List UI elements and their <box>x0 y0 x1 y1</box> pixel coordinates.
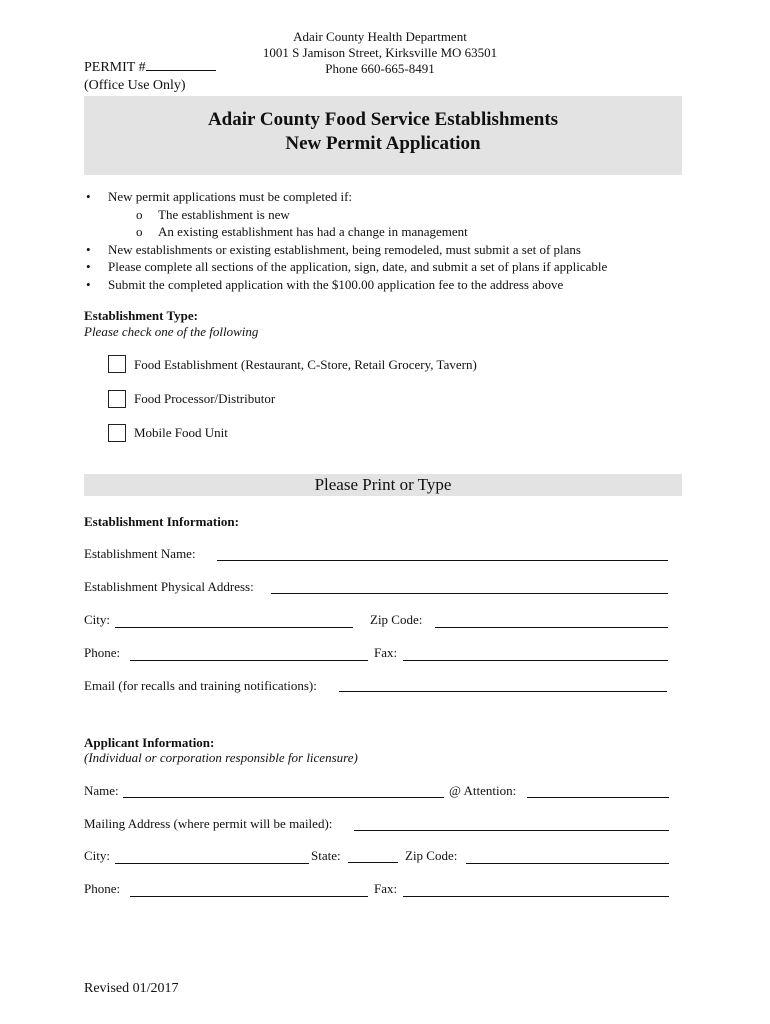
food-establishment-label: Food Establishment (Restaurant, C-Store, Retail Grocery, Tavern) <box>134 357 477 372</box>
applicant-zip-field[interactable] <box>466 863 669 864</box>
establishment-zip-field[interactable] <box>435 627 668 628</box>
department-phone: Phone 660-665-8491 <box>325 61 435 76</box>
applicant-fax-field[interactable] <box>403 896 669 897</box>
instruction-item: • New establishments or existing establishment, being remodeled, must submit a set of plans <box>86 241 581 257</box>
bullet-icon: • <box>86 259 91 274</box>
form-title: Adair County Food Service Establishments <box>207 109 559 130</box>
establishment-fax-field[interactable] <box>403 660 668 661</box>
instruction-sublist <box>108 206 684 241</box>
circle-bullet-icon: o <box>136 224 143 239</box>
applicant-phone-field[interactable] <box>130 896 368 897</box>
applicant-fax-label: Fax: <box>374 881 398 896</box>
bullet-icon: • <box>86 189 91 204</box>
applicant-phone-label: Phone: <box>84 881 121 896</box>
permit-label: PERMIT # <box>84 60 146 75</box>
establishment-name-field[interactable] <box>217 560 668 561</box>
title-box <box>84 96 682 175</box>
mobile-food-unit-label: Mobile Food Unit <box>134 425 228 440</box>
mailing-address-label: Mailing Address (where permit will be mailed): <box>84 816 333 831</box>
food-establishment-checkbox[interactable] <box>108 355 126 373</box>
establishment-email-field[interactable] <box>339 691 667 692</box>
applicant-city-label: City: <box>84 848 111 863</box>
circle-bullet-icon: o <box>136 206 143 222</box>
department-address: 1001 S Jamison Street, Kirksville MO 63501 <box>262 45 498 60</box>
instruction-subitem: o An existing establishment has had a change in management <box>136 224 468 239</box>
permit-office-note: (Office Use Only) <box>84 78 186 93</box>
establishment-address-label: Establishment Physical Address: <box>84 579 254 594</box>
establishment-info-heading: Establishment Information: <box>84 514 239 529</box>
applicant-attention-label: @ Attention: <box>449 783 517 798</box>
establishment-name-label: Establishment Name: <box>84 546 196 561</box>
applicant-city-field[interactable] <box>115 863 309 864</box>
establishment-type-heading: Establishment Type: <box>84 308 199 323</box>
establishment-address-field[interactable] <box>271 593 668 594</box>
establishment-city-field[interactable] <box>115 627 353 628</box>
establishment-city-label: City: <box>84 612 111 627</box>
establishment-phone-label: Phone: <box>84 645 121 660</box>
applicant-state-field[interactable] <box>348 862 398 863</box>
applicant-name-field[interactable] <box>123 797 444 798</box>
establishment-email-label: Email (for recalls and training notifications): <box>84 678 317 693</box>
applicant-info-instruction: (Individual or corporation responsible for licensure) <box>84 750 358 765</box>
applicant-attention-field[interactable] <box>527 797 669 798</box>
instruction-item: • Submit the completed application with the $100.00 application fee to the address above <box>86 276 564 292</box>
instruction-subitem: o The establishment is new <box>136 206 290 222</box>
bullet-icon: • <box>86 276 91 292</box>
establishment-phone-field[interactable] <box>130 660 368 661</box>
bullet-icon: • <box>86 241 91 257</box>
permit-number-line <box>146 58 216 71</box>
establishment-zip-label: Zip Code: <box>370 612 423 627</box>
permit-block <box>84 58 216 95</box>
food-processor-label: Food Processor/Distributor <box>134 391 276 406</box>
applicant-state-label: State: <box>311 848 341 863</box>
revision-date: Revised 01/2017 <box>84 981 179 996</box>
instruction-item: • Please complete all sections of the application, sign, date, and submit a set of plans if applicable <box>86 259 608 274</box>
form-subtitle: New Permit Application <box>285 133 481 154</box>
instructions-list <box>84 188 684 293</box>
mobile-food-unit-checkbox[interactable] <box>108 424 126 442</box>
print-or-type-banner: Please Print or Type <box>84 474 682 496</box>
instruction-item: • New permit applications must be completed if: o The establishment is new o An existing establishment has had a change in management <box>84 188 684 241</box>
applicant-zip-label: Zip Code: <box>405 848 458 863</box>
mailing-address-field[interactable] <box>354 830 669 831</box>
establishment-fax-label: Fax: <box>374 645 398 660</box>
applicant-name-label: Name: <box>84 783 119 798</box>
department-name: Adair County Health Department <box>293 29 467 44</box>
establishment-type-instruction: Please check one of the following <box>84 324 259 339</box>
food-processor-checkbox[interactable] <box>108 390 126 408</box>
applicant-info-heading: Applicant Information: <box>84 735 215 750</box>
